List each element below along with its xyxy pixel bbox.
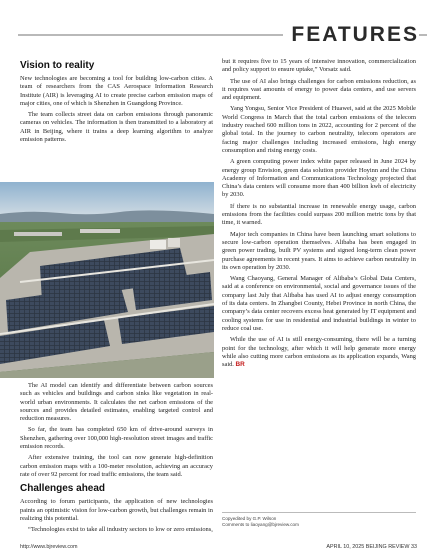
paragraph: Wang Chaoyang, General Manager of Alibaba’s Global Data Centers, said at a conference on environmental, social and governance issues of the company last July that Alibaba has used AI to adjust energy consumption of its data centers. In Zhangbei County, Hebei Province in north China, the company’s data center recovers excess heat generated by IT equipment and cooling systems for use in residential and industrial buildings in winter to reduce coal use. [222,275,416,332]
heading-challenges: Challenges ahead [20,483,106,495]
footer-url[interactable]: http://www.bjreview.com [20,544,78,550]
end-mark: BR [235,361,245,369]
paragraph: but it requires five to 15 years of intensive innovation, commercialization and policy support to ensure uptake,” Vorsatz said. [222,58,416,74]
paragraph: Yang Yongsu, Senior Vice President of Huawei, said at the 2025 Mobile World Congress in March that the total carbon emissions of the telecom industry reached 600 million tons in 2022, accounting for 2 percent of the global total. In the journey to carbon neutrality, telecom operators are facing major challenges including increased emissions, high energy consumption and rising energy costs. [222,105,416,154]
paragraph: The team collects street data on carbon emissions through panoramic cameras on vehicles. The information is then transmitted to a laboratory at AIR in Beijing, where it trains a deep learning algorithm to analyze emission patterns. [20,111,213,144]
paragraph: According to forum participants, the application of new technologies paints an optimistic vision for low-carbon growth, but challenges remain in realizing this potential. [20,498,213,522]
section-title: FEATURES [283,22,419,48]
footer-issue-page: APRIL 10, 2025 BEIJING REVIEW 33 [326,544,417,550]
page-footer [0,542,427,552]
paragraph-text: While the use of AI is still energy-consuming, there will be a turning point for the technology, after which it will help generate more energy while also cutting more carbon emissions as its application expands, Wang said. [222,336,416,369]
aerial-photo [0,182,214,378]
left-column-lower [20,382,213,537]
section-header [0,22,427,48]
paragraph: “Technologies exist to take all industry sectors to low or zero emissions, [28,526,213,534]
right-column [222,58,416,372]
left-column [20,60,213,147]
paragraph: The AI model can identify and differentiate between carbon sources such as vehicles and buildings and carbon sinks like vegetation in real-world urban environments. It calculates the net carbon emissions of the sources and provides detailed estimates, enabling targeted control and reduction measures. [20,382,213,423]
paragraph: So far, the team has completed 650 km of drive-around surveys in Shenzhen, gathering over 100,000 high-resolution street images and traffic emission records. [20,426,213,451]
paragraph: The use of AI also brings challenges for carbon emissions reduction, as it requires vast amounts of energy to power data centers, and use servers and equipment. [222,77,416,102]
copyedit-credit: Copyedited by G.P. Wilson [222,516,277,521]
paragraph: If there is no substantial increase in renewable energy usage, carbon emissions from the facilities could surpass 200 million metric tons by that time, it warned. [222,202,416,227]
credits [222,516,416,529]
paragraph-final [222,336,416,369]
paragraph: New technologies are becoming a tool for building low-carbon cities. A team of researchers from the CAS Aerospace Information Research Institute (AIR) is leveraging AI to create precise carbon emission maps of major cities, one of which is Shenzhen in Guangdong Province. [20,75,213,107]
heading-vision: Vision to reality [20,60,95,71]
paragraph: After extensive training, the tool can now generate high-definition carbon emission maps with a 100-meter resolution, achieving an accuracy rate of over 92 percent for road traffic emissions, the team said. [20,454,213,478]
paragraph: Major tech companies in China have been launching smart solutions to secure low-carbon operation themselves. Alibaba has been engaged in green power trading, built PV systems and signed long-term clean power purchase agreements in recent years. It aims to achieve carbon neutrality in its own operation by 2030. [222,230,416,271]
comments-email: Comments to liaoyang@bjreview.com [222,522,299,528]
credit-rule [222,512,416,513]
paragraph: A green computing power index white paper released in June 2024 by energy group Envision, green data solution provider Hoyinn and the China Academy of Information and Communications Technology projected that China’s data centers will consume more than 400 billion kwh of electricity by 2030. [222,158,416,199]
